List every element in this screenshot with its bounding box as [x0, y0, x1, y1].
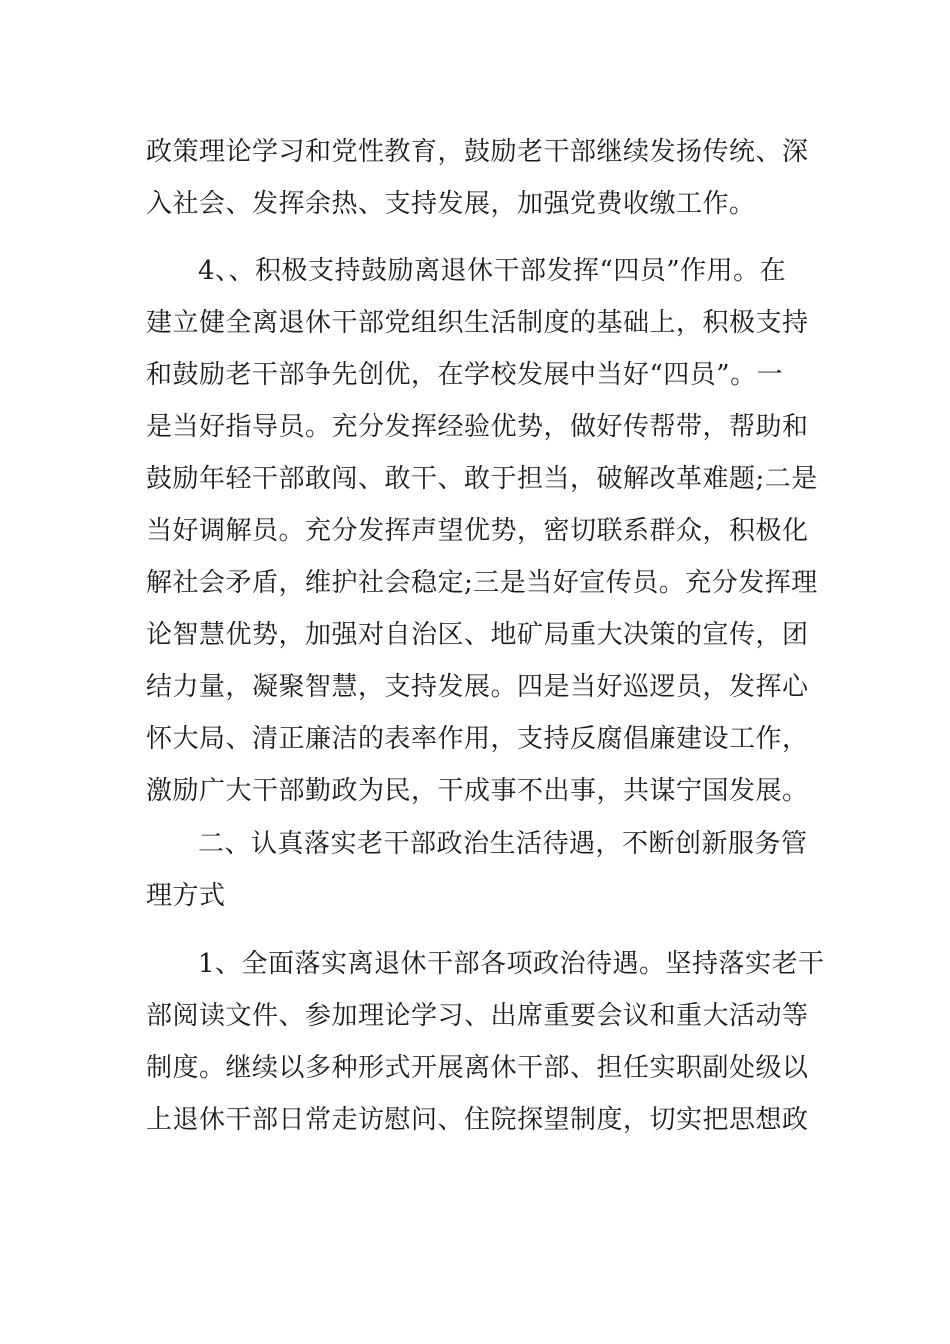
text-line: 政策理论学习和党性教育，鼓励老干部继续发扬传统、深 — [146, 137, 809, 167]
text-line: 结力量，凝聚智慧，支持发展。四是当好巡逻员，发挥心 — [146, 672, 809, 702]
text-line: 解社会矛盾，维护社会稳定;三是当好宣传员。充分发挥理 — [146, 568, 818, 598]
text-line: 怀大局、清正廉洁的表率作用，支持反腐倡廉建设工作， — [146, 724, 809, 754]
text-line: 二、认真落实老干部政治生活待遇，不断创新服务管 — [198, 829, 808, 859]
text-line: 激励广大干部勤政为民，干成事不出事，共谋宁国发展。 — [146, 776, 809, 806]
text-line: 入社会、发挥余热、支持发展，加强党费收缴工作。 — [146, 189, 756, 219]
text-line: 理方式 — [146, 881, 226, 911]
text-line: 论智慧优势，加强对自治区、地矿局重大决策的宣传，团 — [146, 620, 809, 650]
text-line: 上退休干部日常走访慰问、住院探望制度，切实把思想政 — [146, 1105, 809, 1135]
text-line: 建立健全离退休干部党组织生活制度的基础上，积极支持 — [146, 308, 809, 338]
text-line: 1、全面落实离退休干部各项政治待遇。坚持落实老干 — [198, 949, 825, 979]
text-line: 当好调解员。充分发挥声望优势，密切联系群众，积极化 — [146, 516, 809, 546]
paragraph-continuation — [146, 126, 809, 230]
text-line: 制度。继续以多种形式开展离休干部、担任实职副处级以 — [146, 1053, 809, 1083]
section-heading-two — [146, 818, 808, 922]
paragraph-political-treatment — [146, 938, 825, 1146]
paragraph-four-roles — [146, 245, 818, 817]
text-line: 和鼓励老干部争先创优，在学校发展中当好“四员”。一 — [146, 360, 784, 390]
text-line: 4、、积极支持鼓励离退休干部发挥“四员”作用。在 — [198, 256, 787, 286]
text-line: 鼓励年轻干部敢闯、敢干、敢于担当，破解改革难题;二是 — [146, 464, 818, 494]
text-line: 部阅读文件、参加理论学习、出席重要会议和重大活动等 — [146, 1001, 809, 1031]
text-line: 是当好指导员。充分发挥经验优势，做好传帮带，帮助和 — [146, 412, 809, 442]
